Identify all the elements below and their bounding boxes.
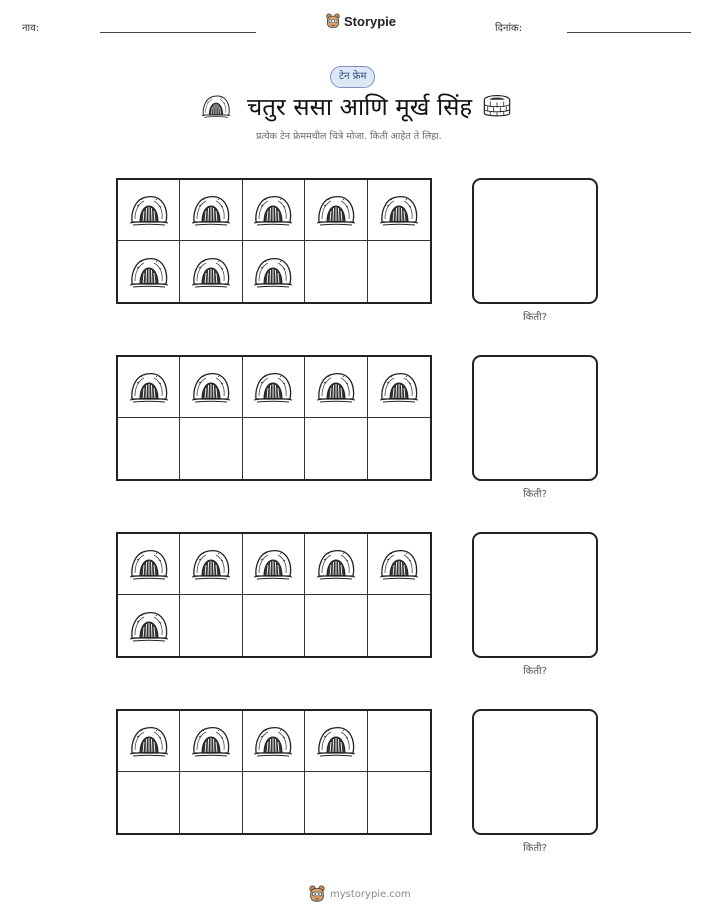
cave-icon: [129, 610, 169, 642]
frame-cell: [368, 241, 430, 302]
cave-icon: [253, 371, 293, 403]
answer-box[interactable]: [472, 178, 598, 304]
storypie-mascot-icon: [325, 13, 341, 29]
cave-icon: [191, 371, 231, 403]
frame-cell: [243, 180, 305, 241]
cave-icon: [379, 371, 419, 403]
frame-cell: [368, 180, 430, 241]
cave-icon: [200, 94, 232, 118]
frame-cell: [243, 711, 305, 772]
frame-cell: [368, 418, 430, 479]
cave-icon: [191, 548, 231, 580]
frame-cell: [243, 357, 305, 418]
frame-cell: [180, 534, 242, 595]
frame-cell: [243, 418, 305, 479]
well-icon: [480, 93, 514, 120]
frame-cell: [118, 772, 180, 833]
cave-icon: [316, 548, 356, 580]
frame-cell: [305, 180, 367, 241]
frame-cell: [368, 357, 430, 418]
frame-cell: [118, 241, 180, 302]
name-line[interactable]: [100, 32, 256, 33]
frame-cell: [243, 534, 305, 595]
answer-label: किती?: [523, 312, 547, 323]
cave-icon: [129, 371, 169, 403]
storypie-logo: [325, 13, 396, 29]
frame-cell: [368, 595, 430, 656]
instructions: प्रत्येक टेन फ्रेममधील चित्रे मोजा. किती आहेत ते लिहा.: [256, 131, 442, 142]
answer-box[interactable]: [472, 709, 598, 835]
answer-label: किती?: [523, 843, 547, 854]
frame-cell: [305, 772, 367, 833]
cave-icon: [316, 371, 356, 403]
frame-cell: [305, 418, 367, 479]
frame-cell: [180, 180, 242, 241]
cave-icon: [129, 548, 169, 580]
answer-label: किती?: [523, 489, 547, 500]
footer: [308, 885, 411, 903]
footer-url: mystorypie.com: [330, 888, 411, 900]
frame-cell: [368, 534, 430, 595]
ten-frame: [116, 709, 432, 835]
cave-icon: [316, 194, 356, 226]
frame-cell: [118, 534, 180, 595]
frame-cell: [180, 711, 242, 772]
storypie-mascot-icon: [308, 885, 326, 903]
frame-cell: [243, 241, 305, 302]
frame-cell: [180, 772, 242, 833]
frame-cell: [305, 357, 367, 418]
page-title: चतुर ससा आणि मूर्ख सिंह: [247, 93, 473, 121]
frame-cell: [180, 241, 242, 302]
frame-cell: [118, 595, 180, 656]
frame-cell: [180, 357, 242, 418]
frame-cell: [118, 357, 180, 418]
frame-cell: [118, 711, 180, 772]
cave-icon: [129, 725, 169, 757]
answer-box[interactable]: [472, 355, 598, 481]
frame-cell: [243, 595, 305, 656]
cave-icon: [191, 256, 231, 288]
ten-frame: [116, 178, 432, 304]
cave-icon: [253, 548, 293, 580]
logo-text: Storypie: [344, 13, 397, 29]
ten-frame: [116, 355, 432, 481]
cave-icon: [191, 725, 231, 757]
answer-box[interactable]: [472, 532, 598, 658]
date-label: दिनांक:: [495, 23, 523, 34]
cave-icon: [379, 548, 419, 580]
frame-cell: [118, 418, 180, 479]
answer-label: किती?: [523, 666, 547, 677]
ten-frame-badge: टेन फ्रेम: [330, 66, 375, 88]
cave-icon: [129, 256, 169, 288]
cave-icon: [253, 256, 293, 288]
cave-icon: [379, 194, 419, 226]
frame-cell: [368, 711, 430, 772]
cave-icon: [191, 194, 231, 226]
frame-cell: [243, 772, 305, 833]
frame-cell: [305, 534, 367, 595]
frame-cell: [368, 772, 430, 833]
frame-cell: [180, 418, 242, 479]
frame-cell: [305, 241, 367, 302]
cave-icon: [316, 725, 356, 757]
date-line[interactable]: [567, 32, 691, 33]
frame-cell: [180, 595, 242, 656]
ten-frame: [116, 532, 432, 658]
name-label: नाव:: [22, 23, 40, 34]
cave-icon: [129, 194, 169, 226]
cave-icon: [253, 194, 293, 226]
cave-icon: [253, 725, 293, 757]
frame-cell: [118, 180, 180, 241]
frame-cell: [305, 711, 367, 772]
frame-cell: [305, 595, 367, 656]
